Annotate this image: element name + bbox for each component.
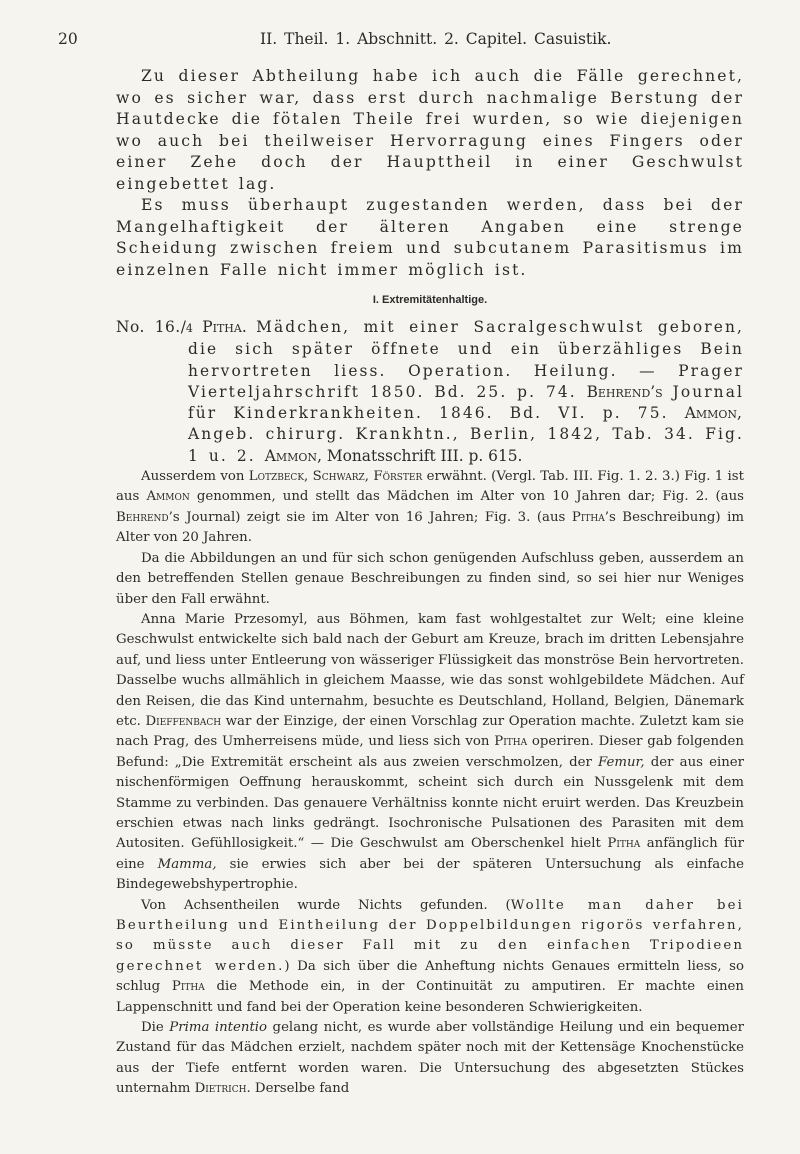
intro-paragraph-1: Zu dieser Abtheilung habe ich auch die Fälle gerechnet, wo es sicher war, dass erst durch nachmalige Berstung der Hautdecke die fötalen Theile frei wurden, so wie diejenigen wo auch bei theilweiser Hervorragung eines Fingers oder einer Zehe doch der Haupttheil in einer Geschwulst eingebettet lag. <box>116 67 744 193</box>
running-title: II. Theil. 1. Abschnitt. 2. Capitel. Casuistik. <box>260 30 612 48</box>
paragraph-anna-marie: Anna Marie Przesomyl, aus Böhmen, kam fast wohlgestaltet zur Welt; eine kleine Geschwulst entwickelte sich bald nach der Geburt am Kreuze, brach im dritten Lebensjahre auf, und liess unter Entleerung von wässeriger Flüssigkeit das monströse Bein hervortreten. Dasselbe wuchs allmählich in gleichem Maasse, wie das sonst wohlgebildete Mädchen. Auf den Reisen, die das Kind unternahm, besuchte es Deutschland, Holland, Belgien, Dänemark etc. Dieffenbach war der Einzige, der einen Vorschlag zur Operation machte. Zuletzt kam sie nach Prag, des Umherreisens müde, und liess sich von Pitha operiren. Dieser gab folgenden Befund: „Die Extremität erscheint als aus zweien verschmolzen, der Femur, der aus einer nischenförmigen Oeffnung herauskommt, scheint sich durch ein Nussgelenk mit dem Stamme zu verbinden. Das genauere Verhältniss konnte nicht eruirt werden. Das Kreuzbein erschien etwas nach links gedrängt. Isochronische Pulsationen des Parasiten mit dem Autositen. Gefühllosigkeit.“ — Die Geschwulst am Oberschenkel hielt Pitha anfänglich für eine Mamma, sie erwies sich aber bei der späteren Untersuchung als einfache Bindegewebshypertrophie. <box>116 611 745 893</box>
intro-paragraph-2: Es muss überhaupt zugestanden werden, dass bei der Mangelhaftigkeit der älteren Angaben eine strenge Scheidung zwischen freiem und subcutanem Parasitismus im einzelnen Falle nicht immer möglich ist. <box>116 196 744 279</box>
page-body <box>116 66 744 1100</box>
case-number-sub: 4 <box>185 322 193 335</box>
case-ref-ammon-2: Ammon <box>264 446 318 465</box>
case-ref-behrend: Behrend’s <box>586 382 663 401</box>
paragraph-prima-intentio: Die Prima intentio gelang nicht, es wurde aber vollständige Heilung und ein bequemer Zustand für das Mädchen erzielt, nachdem später noch mit der Kettensäge Knochenstücke aus der Tiefe entfernt worden waren. Die Untersuchung des abgesetzten Stückes unternahm Dietrich. Derselbe fand <box>116 1020 744 1097</box>
case-number: No. 16. <box>116 318 181 336</box>
page-number: 20 <box>58 30 78 48</box>
case-entry <box>116 317 744 467</box>
case-text-journal: Journal für Kinderkrankheiten. 1846. Bd. VI. p. 75. <box>188 382 744 423</box>
case-number-slash: / <box>180 318 186 336</box>
case-author: Pitha. <box>202 318 247 336</box>
section-title: I. Extremitätenhaltige. <box>372 294 488 306</box>
case-text-angeb: , Angeb. chirurg. Krankhtn., Berlin, 1842, Tab. 34. Fig. 1 u. 2. <box>188 404 744 465</box>
case-text-monat: , Monatsschrift III. p. 615. <box>317 446 523 465</box>
case-text-main: Mädchen, mit einer Sacralgeschwulst geboren, die sich später öffnete und ein überzähliges Bein hervortreten liess. Operation. Heilung. — Prager Vierteljahrschrift 1850. Bd. 25. p. 74. <box>188 318 744 401</box>
paragraph-ausserdem: Ausserdem von Lotzbeck, Schwarz, Förster erwähnt. (Vergl. Tab. III. Fig. 1. 2. 3.) Fig. 1 ist aus Ammon genommen, und stellt das Mädchen im Alter von 10 Jahren dar; Fig. 2. (aus Behrend’s Journal) zeigt sie im Alter von 16 Jahren; Fig. 3. (aus Pitha’s Beschreibung) im Alter von 20 Jahren. <box>116 469 744 546</box>
paragraph-abbildungen: Da die Abbildungen an und für sich schon genügenden Aufschluss geben, ausserdem an den betreffenden Stellen genaue Beschreibungen zu finden sind, so sei hier nur Weniges über den Fall erwähnt. <box>116 550 744 607</box>
case-ref-ammon-1: Ammon <box>684 404 737 423</box>
paragraph-achsentheile: Von Achsentheilen wurde Nichts gefunden. (Wollte man daher bei Beurtheilung und Eintheilung der Doppelbildungen rigorös verfahren, so müsste auch dieser Fall mit zu den einfachen Tripodieen gerechnet werden.) Da sich über die Anheftung nichts Genaues ermitteln liess, so schlug Pitha die Methode ein, in der Continuität zu amputiren. Er machte einen Lappenschnitt und fand bei der Operation keine besonderen Schwierigkeiten. <box>116 897 744 1015</box>
page-header <box>58 30 738 50</box>
